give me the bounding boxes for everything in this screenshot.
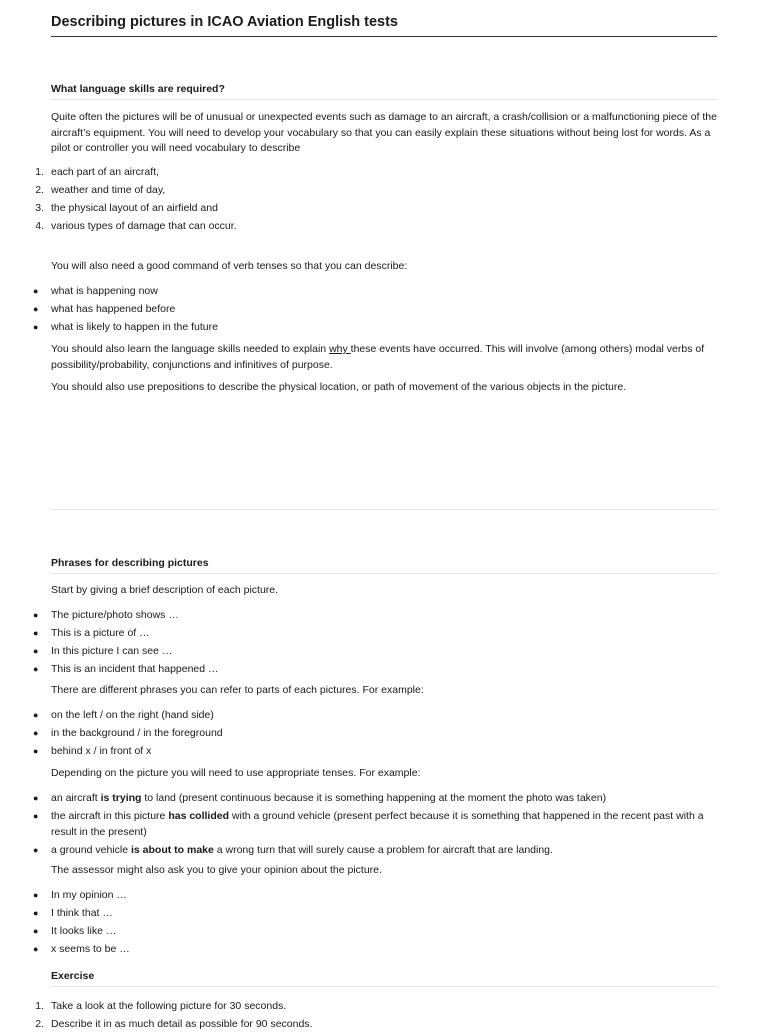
prepositions-paragraph: You should also use prepositions to describe the physical location, or path of movement of the various objects in the picture. xyxy=(51,381,627,393)
list-item: ● It looks like … xyxy=(33,925,117,937)
list-item: 3. the physical layout of an airfield and xyxy=(35,202,218,214)
list-item: ● behind x / in front of x xyxy=(33,745,152,757)
list-item: ● what has happened before xyxy=(33,303,176,315)
opinions-list xyxy=(0,886,717,958)
tense-list xyxy=(0,282,717,336)
list-item: ● This is an incident that happened … xyxy=(33,663,219,675)
list-item: ● This is a picture of … xyxy=(33,627,150,639)
list-item: 2. weather and time of day, xyxy=(35,184,166,196)
section-heading-skills: What language skills are required? xyxy=(51,82,717,100)
tenses-intro: You will also need a good command of verb tenses so that you can describe: xyxy=(51,260,408,272)
phrases-list xyxy=(0,606,717,678)
list-item: ● I think that … xyxy=(33,907,113,919)
list-item: ● what is likely to happen in the future xyxy=(33,321,218,333)
parts-intro: There are different phrases you can refer to parts of each pictures. For example: xyxy=(51,684,424,696)
list-item: ● the aircraft in this picture has collided with a ground vehicle (present perfect because it is something that happened in the recent past with a result in the present) xyxy=(33,810,704,838)
list-item: ● on the left / on the right (hand side) xyxy=(33,709,214,721)
list-item: 2. Describe it in as much detail as possible for 90 seconds. xyxy=(35,1018,313,1030)
start-paragraph: Start by giving a brief description of each picture. xyxy=(51,584,279,596)
list-item: 4. various types of damage that can occur. xyxy=(35,220,237,232)
list-item: 1. each part of an aircraft, xyxy=(35,166,159,178)
list-item: ● The picture/photo shows … xyxy=(33,609,179,621)
exercise-steps xyxy=(0,997,717,1033)
opinion-intro: The assessor might also ask you to give your opinion about the picture. xyxy=(51,864,382,876)
list-item: ● x seems to be … xyxy=(33,943,130,955)
list-item: ● a ground vehicle is about to make a wrong turn that will surely cause a problem for aircraft that are landing. xyxy=(33,844,553,856)
list-item: 1. Take a look at the following picture for 30 seconds. xyxy=(35,1000,287,1012)
list-item: ● what is happening now xyxy=(33,285,158,297)
list-item: ● an aircraft is trying to land (present continuous because it is something happening at the moment the photo was taken) xyxy=(33,792,607,804)
section-heading-exercise: Exercise xyxy=(51,969,717,987)
tense-examples-list xyxy=(0,789,717,859)
list-item: ● in the background / in the foreground xyxy=(33,727,223,739)
parts-list xyxy=(0,706,717,760)
list-item: ● In this picture I can see … xyxy=(33,645,173,657)
tense-examples-intro: Depending on the picture you will need to use appropriate tenses. For example: xyxy=(51,767,421,779)
intro-paragraph: Quite often the pictures will be of unusual or unexpected events such as damage to an aircraft, a crash/collision or a malfunctioning piece of the aircraft’s equipment. You will need to develop your vocabulary so that you can easily explain these situations without being lost for words. As a pilot or controller you will need vocabulary to describe xyxy=(51,111,717,154)
list-item: ● In my opinion … xyxy=(33,889,127,901)
divider xyxy=(51,509,717,510)
vocab-list xyxy=(0,163,717,235)
section-heading-phrases: Phrases for describing pictures xyxy=(51,556,717,574)
why-paragraph: You should also learn the language skills needed to explain why these events have occurred. This will involve (among others) modal verbs of possibility/probability, conjunctions and infinitives of purpose. xyxy=(51,343,705,371)
document-title: Describing pictures in ICAO Aviation English tests xyxy=(51,12,717,37)
